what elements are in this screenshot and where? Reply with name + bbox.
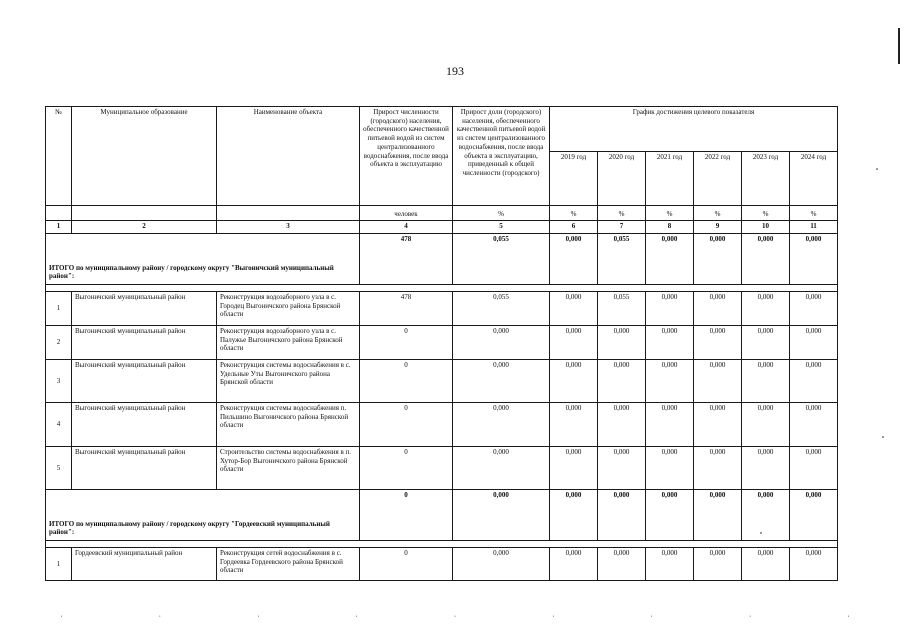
scan-mark: ˈ xyxy=(650,614,654,624)
scan-speck xyxy=(760,532,762,534)
column-number: 9 xyxy=(694,221,742,234)
row-value: 0,000 xyxy=(790,292,838,326)
table-row xyxy=(46,360,838,403)
unit-cell: % xyxy=(550,206,598,221)
total-value: 0,000 xyxy=(646,490,694,541)
scan-mark: ˈ xyxy=(256,614,260,624)
row-value: 0 xyxy=(360,548,453,581)
scan-speck xyxy=(882,436,884,438)
column-number: 6 xyxy=(550,221,598,234)
column-number: 5 xyxy=(453,221,550,234)
total-value: 0,000 xyxy=(742,234,790,285)
row-value: 0,000 xyxy=(453,360,550,403)
unit-cell: % xyxy=(790,206,838,221)
header-population-increase: Прирост численности (городского) населения, обеспеченного качественной питьевой водой из систем централизованного водоснабжения, после ввода объекта в эксплуатацию xyxy=(360,107,453,206)
scan-mark: ˈ xyxy=(158,614,162,624)
column-number: 11 xyxy=(790,221,838,234)
row-value: 0,000 xyxy=(694,292,742,326)
row-object: Реконструкция системы водоснабжения в с. Удельные Уты Выгоничского района Брянской области xyxy=(217,360,360,403)
scan-edge-mark xyxy=(898,28,900,64)
row-value: 0,000 xyxy=(694,326,742,360)
row-value: 0,000 xyxy=(550,292,598,326)
row-value: 0 xyxy=(360,447,453,490)
header-no: № xyxy=(46,107,72,206)
column-number: 10 xyxy=(742,221,790,234)
target-indicator-table-wrap xyxy=(45,106,838,581)
row-value: 478 xyxy=(360,292,453,326)
row-value: 0,000 xyxy=(790,548,838,581)
unit-cell: % xyxy=(453,206,550,221)
group-total-row xyxy=(46,234,838,285)
row-value: 0,000 xyxy=(598,403,646,447)
row-value: 0,055 xyxy=(598,292,646,326)
header-year-2021: 2021 год xyxy=(646,152,694,206)
row-value: 0,000 xyxy=(742,548,790,581)
unit-cell: % xyxy=(694,206,742,221)
row-municipality: Выгоничский муниципальный район xyxy=(72,292,217,326)
header-row-1 xyxy=(46,107,838,152)
row-value: 0,000 xyxy=(598,360,646,403)
row-value: 0,000 xyxy=(550,403,598,447)
row-value: 0,000 xyxy=(790,447,838,490)
total-value: 0,000 xyxy=(646,234,694,285)
row-value: 0,000 xyxy=(646,548,694,581)
row-value: 0,000 xyxy=(790,360,838,403)
page-number: 193 xyxy=(446,64,464,78)
row-value: 0,000 xyxy=(646,326,694,360)
units-row xyxy=(46,206,838,221)
row-object: Реконструкция сетей водоснабжения в с. Гордеевка Гордеевского района Брянской области xyxy=(217,548,360,581)
row-index: 1 xyxy=(46,292,72,326)
row-value: 0,000 xyxy=(598,548,646,581)
table-row xyxy=(46,447,838,490)
row-index: 5 xyxy=(46,447,72,490)
row-value: 0,000 xyxy=(453,403,550,447)
total-value: 0,000 xyxy=(550,234,598,285)
total-value: 0 xyxy=(360,490,453,541)
row-value: 0,000 xyxy=(694,447,742,490)
header-year-2024: 2024 год xyxy=(790,152,838,206)
row-object: Реконструкция водозаборного узла в с. Палужье Выгоничского района Брянской области xyxy=(217,326,360,360)
header-object-name: Наименование объекта xyxy=(217,107,360,206)
row-object: Строительство системы водоснабжения в п. Хутор-Бор Выгоничского района Брянской области xyxy=(217,447,360,490)
row-value: 0,055 xyxy=(453,292,550,326)
row-value: 0,000 xyxy=(790,403,838,447)
unit-cell: % xyxy=(598,206,646,221)
row-municipality: Выгоничский муниципальный район xyxy=(72,403,217,447)
row-municipality: Гордеевский муниципальный район xyxy=(72,548,217,581)
header-year-2019: 2019 год xyxy=(550,152,598,206)
row-value: 0,000 xyxy=(742,326,790,360)
row-value: 0,000 xyxy=(453,326,550,360)
total-value: 0,000 xyxy=(453,490,550,541)
unit-cell: % xyxy=(742,206,790,221)
row-value: 0,000 xyxy=(694,548,742,581)
column-number: 8 xyxy=(646,221,694,234)
total-value: 0,055 xyxy=(598,234,646,285)
scan-mark: ˈ xyxy=(355,614,359,624)
row-value: 0,000 xyxy=(742,447,790,490)
scan-speck xyxy=(876,168,878,170)
column-number: 4 xyxy=(360,221,453,234)
header-schedule: График достижения целевого показателя xyxy=(550,107,838,152)
row-object: Реконструкция водозаборного узла в с. Городец Выгоничского района Брянской области xyxy=(217,292,360,326)
table-row xyxy=(46,403,838,447)
row-value: 0 xyxy=(360,326,453,360)
row-value: 0,000 xyxy=(790,326,838,360)
row-municipality: Выгоничский муниципальный район xyxy=(72,360,217,403)
header-municipality: Муниципальное образование xyxy=(72,107,217,206)
unit-cell: % xyxy=(646,206,694,221)
row-value: 0,000 xyxy=(550,360,598,403)
row-index: 3 xyxy=(46,360,72,403)
row-value: 0,000 xyxy=(598,447,646,490)
row-municipality: Выгоничский муниципальный район xyxy=(72,447,217,490)
spacer-row xyxy=(46,541,838,548)
column-number: 2 xyxy=(72,221,217,234)
unit-cell: человек xyxy=(360,206,453,221)
row-index: 4 xyxy=(46,403,72,447)
row-value: 0,000 xyxy=(742,360,790,403)
scan-mark: ˈ xyxy=(748,614,752,624)
spacer-row xyxy=(46,285,838,292)
row-value: 0,000 xyxy=(646,403,694,447)
row-value: 0,000 xyxy=(742,292,790,326)
total-value: 0,000 xyxy=(742,490,790,541)
row-value: 0,000 xyxy=(453,548,550,581)
total-value: 0,000 xyxy=(790,234,838,285)
target-indicator-table xyxy=(45,106,838,581)
header-year-2022: 2022 год xyxy=(694,152,742,206)
scan-footer-marks xyxy=(60,614,850,624)
row-value: 0 xyxy=(360,360,453,403)
row-value: 0,000 xyxy=(550,548,598,581)
scan-mark: ˈ xyxy=(847,614,850,624)
row-index: 1 xyxy=(46,548,72,581)
row-value: 0,000 xyxy=(453,447,550,490)
table-row xyxy=(46,548,838,581)
row-value: 0,000 xyxy=(598,326,646,360)
row-index: 2 xyxy=(46,326,72,360)
scan-mark: ˈ xyxy=(551,614,555,624)
row-value: 0 xyxy=(360,403,453,447)
total-value: 0,000 xyxy=(790,490,838,541)
column-number: 1 xyxy=(46,221,72,234)
header-share-increase: Прирост доли (городского) населения, обеспеченного качественной питьевой водой из систем централизованного водоснабжения, после ввода объекта в эксплуатацию, приведенный к общей численности (городского) xyxy=(453,107,550,206)
row-value: 0,000 xyxy=(646,292,694,326)
scan-mark: ˈ xyxy=(453,614,457,624)
row-value: 0,000 xyxy=(742,403,790,447)
table-row xyxy=(46,326,838,360)
column-number: 3 xyxy=(217,221,360,234)
row-value: 0,000 xyxy=(694,403,742,447)
group-total-row xyxy=(46,490,838,541)
row-value: 0,000 xyxy=(694,360,742,403)
header-year-2020: 2020 год xyxy=(598,152,646,206)
column-numbers-row xyxy=(46,221,838,234)
header-year-2023: 2023 год xyxy=(742,152,790,206)
row-value: 0,000 xyxy=(550,447,598,490)
row-value: 0,000 xyxy=(646,360,694,403)
total-value: 0,000 xyxy=(694,234,742,285)
group-total-label: ИТОГО по муниципальному району / городскому округу "Гордеевский муниципальный район": xyxy=(46,490,360,541)
row-object: Реконструкция системы водоснабжения п. Пильшино Выгоничского района Брянской области xyxy=(217,403,360,447)
total-value: 0,000 xyxy=(550,490,598,541)
column-number: 7 xyxy=(598,221,646,234)
table-row xyxy=(46,292,838,326)
row-value: 0,000 xyxy=(646,447,694,490)
total-value: 0,055 xyxy=(453,234,550,285)
row-municipality: Выгоничский муниципальный район xyxy=(72,326,217,360)
scan-mark: ˈ xyxy=(60,614,63,624)
group-total-label: ИТОГО по муниципальному району / городскому округу "Выгоничский муниципальный район": xyxy=(46,234,360,285)
row-value: 0,000 xyxy=(550,326,598,360)
total-value: 0,000 xyxy=(694,490,742,541)
total-value: 478 xyxy=(360,234,453,285)
total-value: 0,000 xyxy=(598,490,646,541)
